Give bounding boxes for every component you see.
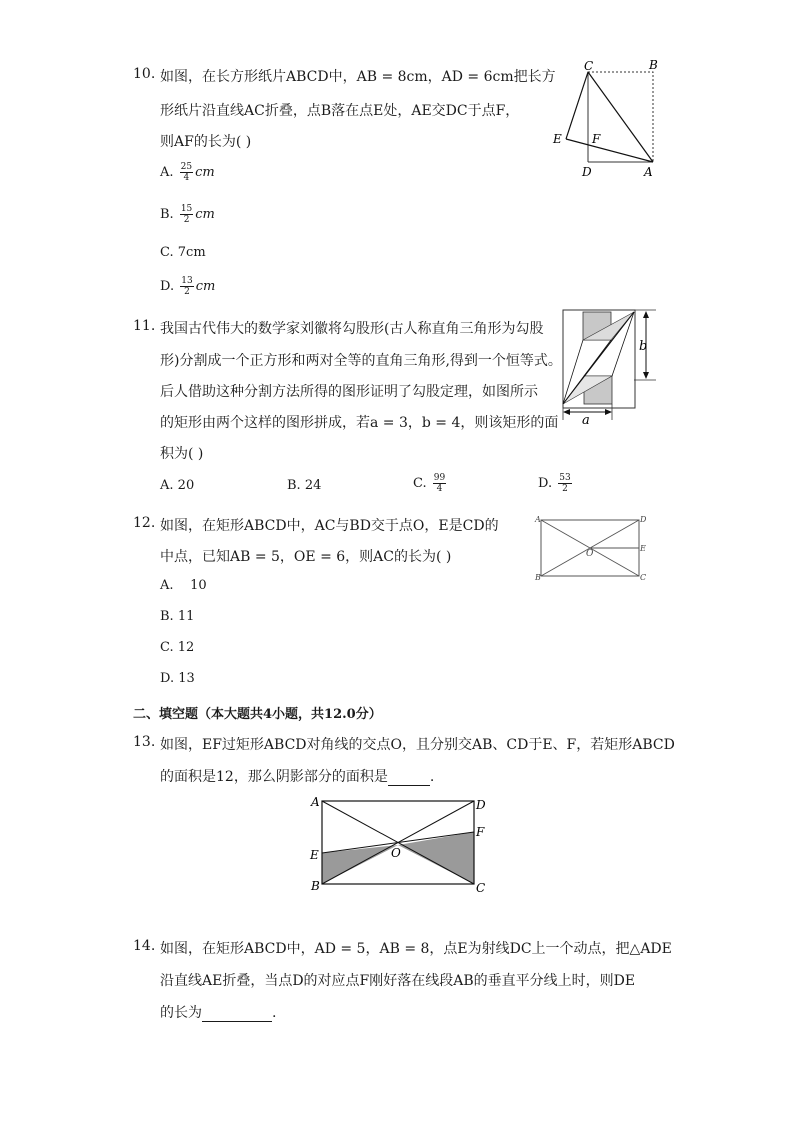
- q11-line-1: 我国古代伟大的数学家刘徽将勾股形(古人称直角三角形为勾股: [160, 321, 544, 337]
- label-c: C: [584, 59, 594, 73]
- answer-blank[interactable]: [202, 1005, 272, 1022]
- label-e: E: [640, 544, 646, 553]
- q11-line-5: 积为( ): [160, 446, 204, 462]
- q12-option-b[interactable]: B. 11: [160, 609, 195, 624]
- q11-line-2: 形)分割成一个正方形和两对全等的直角三角形,得到一个恒等式。: [160, 353, 562, 369]
- arrow-down: [643, 372, 649, 379]
- q13-rectangle-figure: [306, 793, 492, 895]
- label-b: B: [311, 879, 320, 893]
- label-b: b: [639, 339, 648, 354]
- label-o: O: [586, 549, 594, 559]
- q11-line-3: 后人借助这种分割方法所得的图形证明了勾股定理，如图所示: [160, 384, 538, 400]
- q14-line-3: 的长为 .: [160, 1005, 277, 1021]
- label-e: E: [310, 848, 319, 862]
- label-e: E: [553, 132, 562, 146]
- fraction: $\frac{25}{4}$: [180, 162, 193, 183]
- q12-line-2: 中点，已知AB = 5，OE = 6，则AC的长为( ): [160, 549, 452, 565]
- label-a: A: [311, 795, 320, 809]
- q10-option-c[interactable]: C. 7cm: [160, 245, 206, 260]
- label-f: F: [592, 132, 601, 146]
- fraction: $\frac{53}{2}$: [559, 473, 571, 494]
- q14-number: 14.: [133, 938, 156, 954]
- answer-blank[interactable]: [388, 769, 430, 786]
- q12-option-c[interactable]: C. 12: [160, 640, 195, 655]
- q13-line-2: 的面积是12，那么阴影部分的面积是 .: [160, 769, 435, 785]
- q12-option-d[interactable]: D. 13: [160, 671, 195, 686]
- q11-option-b[interactable]: B. 24: [287, 478, 322, 493]
- section-title: 二、填空题（本大题共4小题，共12.0分）: [133, 707, 382, 722]
- q10-line-3: 则AF的长为( ): [160, 134, 252, 150]
- q11-number: 11.: [133, 318, 156, 334]
- fold-line-ac: [588, 72, 653, 162]
- fraction: $\frac{15}{2}$: [180, 204, 193, 225]
- label-d: D: [640, 515, 647, 524]
- q10-line-1: 如图，在长方形纸片ABCD中，AB = 8cm，AD = 6cm把长方: [160, 69, 556, 85]
- q11-option-d[interactable]: D. $\frac{53}{2}$: [538, 473, 571, 494]
- q11-option-c[interactable]: C. $\frac{99}{4}$: [413, 473, 446, 494]
- q11-rectangle-figure: [558, 306, 666, 426]
- q12-rectangle-figure: [533, 512, 648, 584]
- fraction: $\frac{99}{4}$: [433, 473, 446, 494]
- arrow-up: [643, 311, 649, 318]
- q12-number: 12.: [133, 515, 156, 531]
- label-c: C: [476, 881, 486, 895]
- q11-option-a[interactable]: A. 20: [160, 478, 195, 493]
- q14-line-1: 如图，在矩形ABCD中，AD = 5，AB = 8，点E为射线DC上一个动点，把△ADE: [160, 941, 672, 957]
- q10-fold-figure: [548, 55, 663, 180]
- q12-option-a[interactable]: A. 10: [160, 578, 207, 593]
- side-ce: [566, 72, 588, 139]
- label-c: C: [640, 573, 647, 582]
- q12-line-1: 如图，在矩形ABCD中，AC与BD交于点O，E是CD的: [160, 518, 499, 534]
- q13-line-1: 如图，EF过矩形ABCD对角线的交点O，且分别交AB、CD于E、F，若矩形ABCD: [160, 737, 675, 753]
- q11-line-4: 的矩形由两个这样的图形拼成，若a = 3，b = 4，则该矩形的面: [160, 415, 559, 431]
- side-ea: [566, 139, 653, 162]
- label-d: D: [476, 798, 486, 812]
- q10-option-b[interactable]: B. $\frac{15}{2}$ cm: [160, 204, 215, 225]
- q10-option-d[interactable]: D. $\frac{13}{2}$ cm: [160, 276, 216, 297]
- label-b: B: [535, 573, 541, 582]
- q14-line-2: 沿直线AE折叠，当点D的对应点F刚好落在线段AB的垂直平分线上时，则DE: [160, 973, 636, 989]
- label-b: B: [649, 58, 658, 72]
- q13-number: 13.: [133, 734, 156, 750]
- arrow-right: [605, 409, 612, 415]
- label-d: D: [582, 165, 592, 179]
- label-a: a: [582, 413, 590, 426]
- q10-option-a[interactable]: A. $\frac{25}{4}$ cm: [160, 162, 215, 183]
- shaded-triangle-right: [398, 832, 474, 884]
- label-o: O: [391, 846, 401, 860]
- q10-line-2: 形纸片沿直线AC折叠，点B落在点E处，AE交DC于点F，: [160, 103, 520, 119]
- arrow-left: [563, 409, 570, 415]
- label-a: A: [535, 515, 541, 524]
- fraction: $\frac{13}{2}$: [181, 276, 193, 297]
- label-f: F: [476, 825, 485, 839]
- label-a: A: [644, 165, 653, 179]
- q10-number: 10.: [133, 66, 156, 82]
